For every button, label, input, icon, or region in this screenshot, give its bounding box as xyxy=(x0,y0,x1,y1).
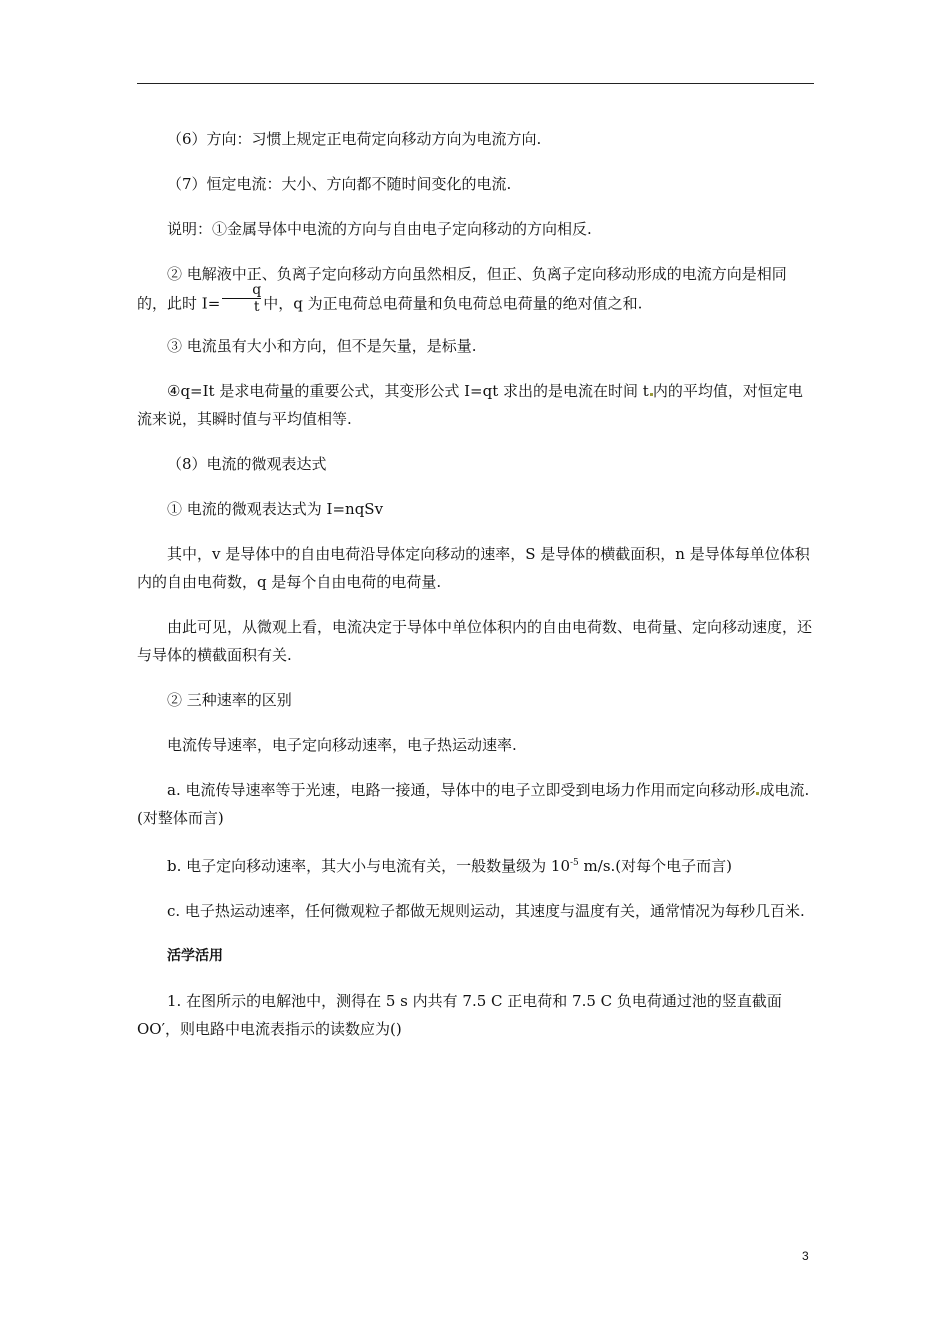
paragraph-micro-expression: （8）电流的微观表达式 xyxy=(167,455,327,473)
note-metal-conductor: 说明：①金属导体中电流的方向与自由电子定向移动的方向相反. xyxy=(167,220,592,238)
fraction-q-over-t xyxy=(222,282,261,315)
speed-b-exponent: -5 xyxy=(570,858,579,868)
note-electrolyte-text-a: ② 电解液中正、负离子定向移动方向虽然相反，但正、负离子定向移动形成的电流方向是相同的，此时 I= xyxy=(137,265,787,313)
speed-c: c. 电子热运动速率，任何微观粒子都做无规则运动，其速度与温度有关，通常情况为每秒几百米. xyxy=(167,902,805,920)
speed-a xyxy=(137,776,814,832)
note-scalar: ③ 电流虽有大小和方向，但不是矢量，是标量. xyxy=(167,337,477,355)
note-charge-formula-text-a: ④q=It 是求电荷量的重要公式，其变形公式 I=qt 求出的是电流在时间 t xyxy=(167,382,649,400)
three-speeds-title: ② 三种速率的区别 xyxy=(167,691,292,709)
fraction-denominator: t xyxy=(253,299,260,315)
paragraph-steady-current: （7）恒定电流：大小、方向都不随时间变化的电流. xyxy=(167,175,512,193)
micro-formula-description: 其中，v 是导体中的自由电荷沿导体定向移动的速率，S 是导体的横截面积，n 是导体每单位体积内的自由电荷数，q 是每个自由电荷的电荷量. xyxy=(137,545,810,591)
page-number: 3 xyxy=(802,1249,809,1263)
question-1: 1. 在图所示的电解池中，测得在 5 s 内共有 7.5 C 正电荷和 7.5 C 负电荷通过池的竖直截面 OO′，则电路中电流表指示的读数应为() xyxy=(137,992,782,1038)
paragraph-direction: （6）方向：习惯上规定正电荷定向移动方向为电流方向. xyxy=(167,130,542,148)
speed-b-text-2: m/s.(对每个电子而言) xyxy=(578,857,732,875)
three-speeds-list: 电流传导速率，电子定向移动速率，电子热运动速率. xyxy=(167,736,517,754)
note-charge-formula-text-b: 内的平均值，对恒定电流来说，其瞬时值与平均值相等. xyxy=(137,382,803,428)
header-rule xyxy=(137,83,814,84)
fraction-numerator: q xyxy=(222,282,261,299)
micro-formula-conclusion: 由此可见，从微观上看，电流决定于导体中单位体积内的自由电荷数、电荷量、定向移动速度，还与导体的横截面积有关. xyxy=(137,618,813,664)
note-electrolyte xyxy=(137,260,814,321)
note-electrolyte-text-b: 中，q 为正电荷总电荷量和负电荷总电荷量的绝对值之和. xyxy=(263,294,643,313)
note-charge-formula xyxy=(137,377,814,433)
document-body xyxy=(137,125,814,1060)
speed-b xyxy=(137,849,814,880)
micro-formula: ① 电流的微观表达式为 I=nqSv xyxy=(167,500,384,518)
section-heading: 活学活用 xyxy=(167,948,223,964)
speed-b-text-1: b. 电子定向移动速率，其大小与电流有关，一般数量级为 10 xyxy=(167,857,570,875)
speed-a-text-2: 成电流.(对整体而言) xyxy=(137,781,810,827)
speed-a-text-1: a. 电流传导速率等于光速，电路一接通，导体中的电子立即受到电场力作用而定向移动形 xyxy=(167,781,756,799)
